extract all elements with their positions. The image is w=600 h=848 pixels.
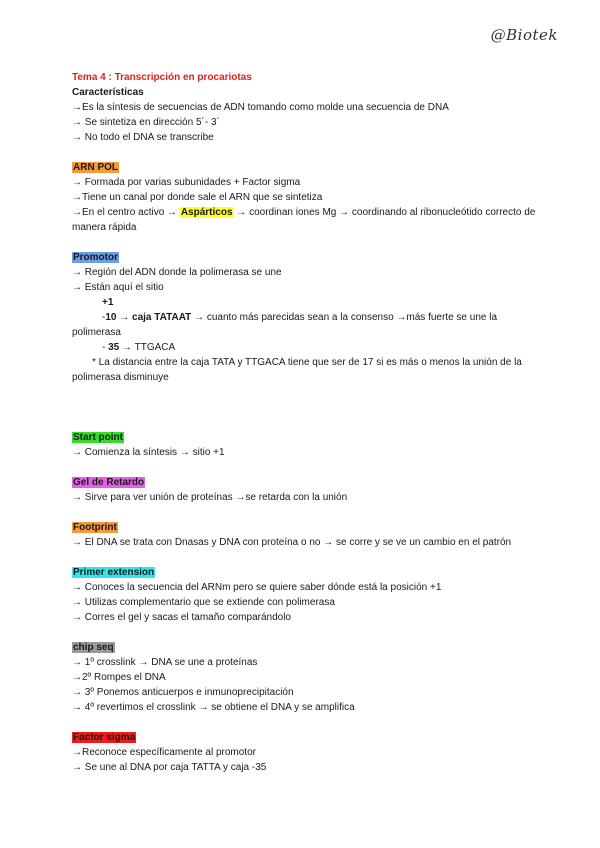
caracteristicas-line: → Se sintetiza en dirección 5´- 3´: [72, 117, 220, 128]
document-title: Tema 4 : Transcripción en procariotas: [72, 72, 252, 83]
footprint-line: → El DNA se trata con Dnasas y DNA con proteína o no → se corre y se ve un cambio en el patrón: [72, 537, 512, 548]
promotor-plus1: +1: [102, 297, 114, 308]
arn-pol-line: →Tiene un canal por donde sale el ARN que se sintetiza: [72, 192, 323, 203]
section-heading-gel-retardo: Gel de Retardo: [73, 477, 145, 488]
promotor-note: [72, 355, 542, 385]
promotor-note-text: * La distancia entre la caja TATA y TTGACA tiene que ser de 17 si es más o menos la unión de la polimerasa disminuye: [72, 357, 522, 383]
promotor-minus10-line: [72, 310, 542, 340]
chip-seq-line: → 4º revertimos el crosslink → se obtiene el DNA y se amplifica: [72, 702, 355, 713]
caracteristicas-line: → No todo el DNA se transcribe: [72, 132, 214, 143]
section-heading-primer-extension: Primer extension: [73, 567, 155, 578]
section-heading-footprint: Footprint: [73, 522, 117, 533]
arn-pol-active-site-text: →En el centro activo →: [72, 207, 180, 218]
primer-extension-line: → Corres el gel y sacas el tamaño comparándolo: [72, 612, 291, 623]
minus10-prefix: -: [102, 312, 106, 323]
minus10-text: → cuanto más parecidas sean a la consenso →más fuerte se une la polimerasa: [72, 312, 498, 338]
chip-seq-line: →2º Rompes el DNA: [72, 672, 166, 683]
promotor-minus35-line: [72, 340, 542, 355]
promotor-line: → Región del ADN donde la polimerasa se une: [72, 267, 282, 278]
author-signature: @Biotek: [490, 26, 558, 44]
arn-pol-active-site-line: [72, 205, 542, 235]
primer-extension-line: → Conoces la secuencia del ARNm pero se quiere saber dónde está la posición +1: [72, 582, 442, 593]
arn-pol-active-site-rest: → coordinan iones Mg → coordinando al ribonucleótido correcto de manera rápida: [72, 207, 536, 233]
section-heading-factor-sigma: Factor sigma: [73, 732, 136, 743]
section-heading-promotor: Promotor: [73, 252, 118, 263]
chip-seq-line: → 3º Ponemos anticuerpos e inmunoprecipitación: [72, 687, 294, 698]
promotor-line: → Están aquí el sitio: [72, 282, 164, 293]
start-point-line: → Comienza la síntesis → sitio +1: [72, 447, 225, 458]
section-heading-arn-pol: ARN POL: [73, 162, 118, 173]
arn-pol-line: → Formada por varias subunidades + Factor sigma: [72, 177, 301, 188]
asparticos-highlight: Aspárticos: [180, 207, 233, 218]
minus35-text: → TTGACA: [119, 342, 176, 353]
document-page: [72, 70, 542, 775]
factor-sigma-line: →Reconoce específicamente al promotor: [72, 747, 256, 758]
minus35-number: 35: [108, 342, 120, 353]
section-heading-chip-seq: chip seq: [73, 642, 114, 653]
caracteristicas-line: →Es la síntesis de secuencias de ADN tomando como molde una secuencia de DNA: [72, 102, 449, 113]
caja-tataat: 10 → caja TATAAT: [105, 312, 192, 323]
gel-retardo-line: → Sirve para ver unión de proteínas →se retarda con la unión: [72, 492, 348, 503]
minus35-prefix: -: [102, 342, 109, 353]
section-heading-caracteristicas: Características: [72, 87, 144, 98]
primer-extension-line: → Utilizas complementario que se extiende con polimerasa: [72, 597, 335, 608]
chip-seq-line: → 1º crosslink → DNA se une a proteínas: [72, 657, 258, 668]
factor-sigma-line: → Se une al DNA por caja TATTA y caja -35: [72, 762, 267, 773]
section-heading-start-point: Start point: [73, 432, 123, 443]
